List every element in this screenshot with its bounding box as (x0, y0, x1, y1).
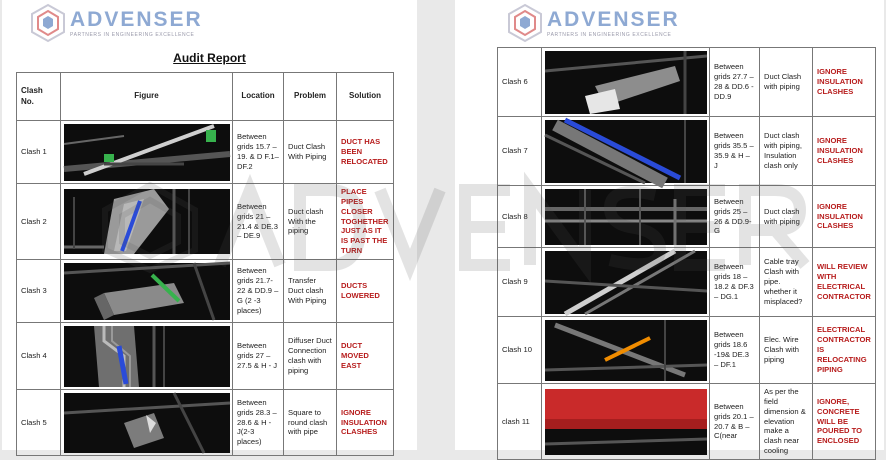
clash-location: Between grids 21 – 21.4 & DE.3 – DE.9 (233, 184, 284, 260)
clash-solution: IGNORE INSULATION CLASHES (813, 186, 876, 248)
clash-problem: Square to round clash with pipe (284, 390, 337, 456)
clash-render-6-icon (545, 51, 706, 114)
brand-mark-icon (30, 3, 66, 43)
clash-location: Between grids 21.7-22 & DD.9 – G (2 -3 places) (233, 260, 284, 323)
clash-render-7-icon (545, 120, 706, 183)
audit-table-left (16, 72, 394, 456)
clash-number: Clash 4 (17, 323, 61, 390)
clash-figure (542, 48, 710, 117)
brand-logo (30, 3, 203, 43)
clash-solution: IGNORE INSULATION CLASHES (337, 390, 394, 456)
table-row (17, 390, 394, 456)
header-solution: Solution (337, 73, 394, 121)
clash-solution: DUCT HAS BEEN RELOCATED (337, 121, 394, 184)
clash-figure (542, 117, 710, 186)
table-row (498, 186, 876, 248)
clash-location: Between grids 25 – 26 & DD.9-G (710, 186, 760, 248)
clash-figure (61, 390, 233, 456)
clash-location: Between grids 15.7 – 19. & D F.1– DF.2 (233, 121, 284, 184)
clash-number: Clash 10 (498, 317, 542, 384)
clash-figure (61, 184, 233, 260)
clash-location: Between grids 28.3 – 28.6 & H - J(2-3 places) (233, 390, 284, 456)
clash-location: Between grids 27 – 27.5 & H - J (233, 323, 284, 390)
clash-render-8-icon (545, 189, 706, 245)
clash-number: Clash 6 (498, 48, 542, 117)
table-row (498, 384, 876, 460)
audit-table-right (497, 47, 876, 460)
table-row (17, 260, 394, 323)
clash-solution: IGNORE INSULATION CLASHES (813, 48, 876, 117)
clash-problem: Transfer Duct clash With Piping (284, 260, 337, 323)
clash-number: Clash 9 (498, 248, 542, 317)
clash-solution: IGNORE, CONCRETE WILL BE POURED TO ENCLOSED (813, 384, 876, 460)
clash-solution: IGNORE INSULATION CLASHES (813, 117, 876, 186)
clash-number: Clash 1 (17, 121, 61, 184)
table-header-row (17, 73, 394, 121)
brand-mark-icon (507, 3, 543, 43)
header-clash-no: Clash No. (17, 73, 61, 121)
clash-solution: ELECTRICAL CONTRACTOR IS RELOCATING PIPING (813, 317, 876, 384)
table-row (498, 117, 876, 186)
clash-render-10-icon (545, 320, 706, 381)
clash-number: clash 11 (498, 384, 542, 460)
brand-name: ADVENSER (547, 7, 680, 31)
clash-figure (61, 121, 233, 184)
header-figure: Figure (61, 73, 233, 121)
brand-tagline: PARTNERS IN ENGINEERING EXCELLENCE (547, 31, 672, 38)
clash-location: Between grids 27.7 – 28 & DD.6 - DD.9 (710, 48, 760, 117)
clash-location: Between grids 20.1 – 20.7 & B – C(near (710, 384, 760, 460)
clash-problem: Elec. Wire Clash with piping (760, 317, 813, 384)
brand-tagline: PARTNERS IN ENGINEERING EXCELLENCE (70, 31, 195, 38)
clash-render-9-icon (545, 251, 706, 314)
clash-location: Between grids 18 – 18.2 & DF.3 – DG.1 (710, 248, 760, 317)
table-row (498, 48, 876, 117)
clash-problem: Diffuser Duct Connection clash with piping (284, 323, 337, 390)
clash-problem: Duct Clash with piping (760, 48, 813, 117)
clash-render-5-icon (64, 393, 229, 453)
clash-number: Clash 2 (17, 184, 61, 260)
clash-location: Between grids 35.5 – 35.9 & H – J (710, 117, 760, 186)
clash-problem: Duct clash with piping (760, 186, 813, 248)
clash-problem: Duct Clash With Piping (284, 121, 337, 184)
clash-problem: Cable tray Clash with pipe. whether it misplaced? (760, 248, 813, 317)
report-title: Audit Report (173, 51, 246, 65)
clash-solution: DUCTS LOWERED (337, 260, 394, 323)
clash-problem: Duct clash With the piping (284, 184, 337, 260)
clash-render-4-icon (64, 326, 229, 387)
clash-figure (542, 248, 710, 317)
left-page (2, 0, 417, 450)
brand-logo (507, 3, 680, 43)
table-row (498, 248, 876, 317)
header-location: Location (233, 73, 284, 121)
table-row (17, 184, 394, 260)
clash-figure (542, 384, 710, 460)
clash-render-1-icon (64, 124, 229, 181)
clash-figure (61, 260, 233, 323)
clash-number: Clash 3 (17, 260, 61, 323)
clash-figure (542, 186, 710, 248)
clash-solution: DUCT MOVED EAST (337, 323, 394, 390)
clash-solution: PLACE PIPES CLOSER TOGHETHER JUST AS IT IS PAST THE TURN (337, 184, 394, 260)
clash-solution: WILL REVIEW WITH ELECTRICAL CONTRACTOR (813, 248, 876, 317)
clash-render-3-icon (64, 263, 229, 320)
clash-render-2-icon (64, 189, 229, 254)
header-problem: Problem (284, 73, 337, 121)
right-page (455, 0, 884, 456)
clash-number: Clash 8 (498, 186, 542, 248)
clash-figure (61, 323, 233, 390)
table-row (498, 317, 876, 384)
clash-render-11-icon (545, 389, 706, 455)
clash-problem: As per the field dimension & elevation make a clash near cooling (760, 384, 813, 460)
table-row (17, 323, 394, 390)
clash-problem: Duct clash with piping, Insulation clash only (760, 117, 813, 186)
table-row (17, 121, 394, 184)
brand-name: ADVENSER (70, 7, 203, 31)
clash-location: Between grids 18.6 -19& DE.3 – DF.1 (710, 317, 760, 384)
clash-figure (542, 317, 710, 384)
clash-number: Clash 5 (17, 390, 61, 456)
clash-number: Clash 7 (498, 117, 542, 186)
